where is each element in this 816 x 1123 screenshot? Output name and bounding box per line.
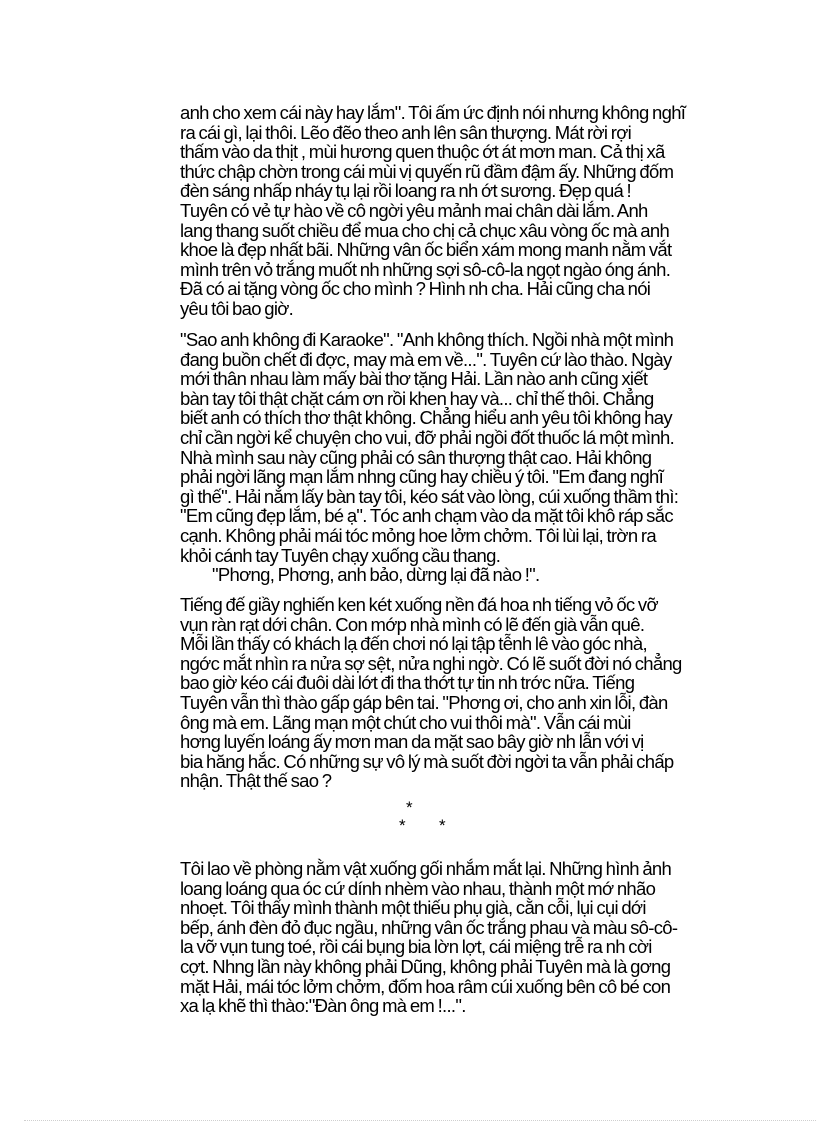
text-line: phải ngời lãng mạn lắm nhng cũng hay chiều ý tôi. "Em đang nghĩ (180, 466, 664, 488)
text-line: bia hăng hắc. Có những sự vô lý mà suốt đời ngời ta vẫn phải chấp (180, 750, 674, 772)
paragraph-2 (180, 330, 678, 585)
text-line: anh cho xem cái này hay lắm". Tôi ấm ức định nói nhưng không nghĩ (180, 102, 686, 123)
text-line: khỏi cánh tay Tuyên chạy xuống cầu thang. (180, 544, 501, 566)
text-line: bếp, ánh đèn đỏ đục ngầu, những vân ốc trắng phau và màu sô-cô- (180, 916, 678, 938)
section-separator (180, 799, 752, 839)
text-line: chỉ cần ngời kể chuyện cho vui, đỡ phải ngồi đốt thuốc lá một mình. (180, 426, 675, 448)
text-line: vụn ràn rạt dới chân. Con mớp nhà mình có lẽ đến già vẫn quê. (180, 613, 645, 635)
text-line: Mỗi lần thấy có khách lạ đến chơi nó lại tập tễnh lê vào góc nhà, (180, 633, 647, 655)
text-line: ông mà em. Lãng mạn một chút cho vui thôi mà". Vẫn cái mùi (180, 711, 631, 733)
paragraph-3 (180, 595, 682, 791)
text-line: la vỡ vụn tung toé, rồi cái bụng bia lờn lợt, cái miệng trễ ra nh cời (180, 936, 652, 958)
text-line: "Sao anh không đi Karaoke". "Anh không thích. Ngồi nhà một mình (180, 329, 674, 350)
text-line: Nhà mình sau này cũng phải có sân thượng thật cao. Hải không (180, 446, 652, 468)
text-line: lang thang suốt chiều để mua cho chị cả chục xâu vòng ốc mà anh (180, 219, 670, 241)
text-line: Tiếng đế giầy nghiến ken két xuống nền đá hoa nh tiếng vỏ ốc vỡ (180, 594, 658, 615)
text-line: loang loáng qua óc cứ dính nhèm vào nhau, thành một mớ nhão (180, 877, 656, 899)
text-line: thấm vào da thịt , mùi hương quen thuộc ớt át mơn man. Cả thị xã (180, 141, 665, 163)
text-line: đang buồn chết đi đợc, may mà em về...". Tuyên cứ lào thào. Ngày (180, 348, 672, 370)
quoted-line: "Phơng, Phơng, anh bảo, dừng lại đã nào !". (212, 564, 540, 586)
paragraph-1 (180, 103, 685, 319)
text-line: Tôi lao về phòng nằm vật xuống gối nhắm mắt lại. Những hình ảnh (180, 858, 672, 879)
text-line: cợt. Nhng lần này không phải Dũng, không phải Tuyên mà là gơng (180, 955, 671, 977)
separator-star: * (399, 816, 406, 835)
text-line: bao giờ kéo cái đuôi dài lớt đi tha thớt tự tin nh trớc nữa. Tiếng (180, 672, 635, 694)
text-line: nhoẹt. Tôi thấy mình thành một thiếu phụ già, cằn cỗi, lụi cụi dới (180, 897, 646, 919)
text-line: thức chập chờn trong cái mùi vị quyến rũ đầm đậm ấy. Những đốm (180, 160, 674, 182)
text-line: nhận. Thật thế sao ? (180, 770, 332, 792)
text-line: xa lạ khẽ thì thào:"Đàn ông mà em !...". (180, 995, 466, 1017)
text-line: biết anh có thích thơ thật không. Chẳng hiểu anh yêu tôi không hay (180, 407, 672, 429)
text-line: Tuyên có vẻ tự hào về cô ngời yêu mảnh mai chân dài lắm. Anh (180, 199, 648, 221)
text-line: hơng luyến loáng ấy mơn man da mặt sao bây giờ nh lẫn với vị (180, 731, 644, 753)
text-line: Đã có ai tặng vòng ốc cho mình ? Hình nh cha. Hải cũng cha nói (180, 278, 651, 300)
text-line: đèn sáng nhấp nháy tụ lại rồi loang ra nh ớt sương. Đẹp quá ! (180, 180, 632, 202)
text-line: mặt Hải, mái tóc lởm chởm, đốm hoa râm cúi xuống bên cô bé con (180, 975, 671, 997)
text-line: bàn tay tôi thật chặt cám ơn rồi khen hay và... chỉ thế thôi. Chẳng (180, 387, 654, 409)
text-line: mới thân nhau làm mấy bài thơ tặng Hải. Lần nào anh cũng xiết (180, 368, 648, 390)
paragraph-4 (180, 859, 677, 1016)
separator-star: * (406, 798, 413, 817)
text-line: yêu tôi bao giờ. (180, 297, 294, 319)
text-line: ngớc mắt nhìn ra nửa sợ sệt, nửa nghi ngờ. Có lẽ suốt đời nó chẳng (180, 652, 682, 674)
separator-star: * (439, 816, 446, 835)
text-line: cạnh. Không phải mái tóc mỏng hoe lởm chởm. Tôi lùi lại, trờn ra (180, 524, 656, 546)
text-line: "Em cũng đẹp lắm, bé ạ". Tóc anh chạm vào da mặt tôi khô ráp sắc (180, 505, 673, 527)
page-bottom-divider (24, 1120, 816, 1121)
text-line: Tuyên vẫn thì thào gấp gáp bên tai. "Phơng ơi, cho anh xin lỗi, đàn (180, 691, 668, 713)
text-line: gì thế". Hải nắm lấy bàn tay tôi, kéo sát vào lòng, cúi xuống thầm thì: (180, 485, 679, 507)
text-line: khoe là đẹp nhất bãi. Những vân ốc biển xám mong manh nằm vắt (180, 239, 672, 261)
text-line: mình trên vỏ trắng muốt nh những sợi sô-cô-la ngọt ngào óng ánh. (180, 258, 671, 280)
text-line: ra cái gì, lại thôi. Lẽo đẽo theo anh lên sân thượng. Mát rời rợi (180, 121, 632, 143)
